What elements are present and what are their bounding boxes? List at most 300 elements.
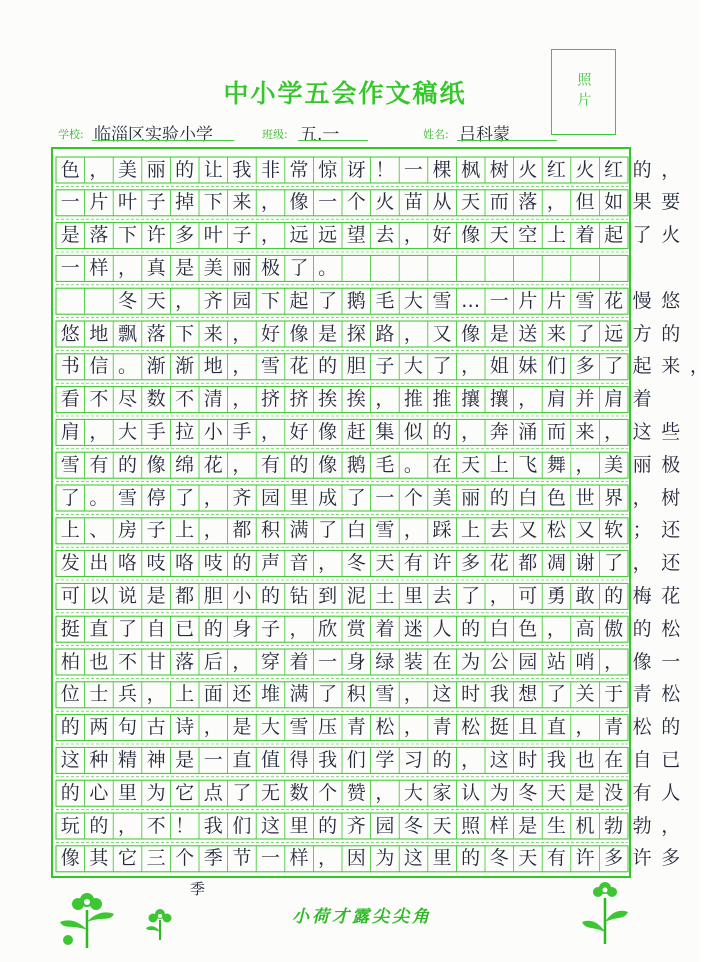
grid-character: 傲: [604, 617, 624, 640]
grid-character: 个: [346, 191, 366, 214]
grid-character: 成: [318, 486, 338, 509]
grid-character: 天: [461, 191, 481, 214]
grid-character: 个: [403, 486, 423, 509]
flower-left-icon: [52, 880, 122, 950]
grid-character: ，: [175, 289, 195, 312]
grid-character: 们: [232, 814, 252, 837]
grid-character: 看: [60, 388, 80, 411]
grid-character: 样: [489, 814, 509, 837]
grid-character: ，: [232, 453, 252, 476]
grid-character: 的: [289, 453, 309, 476]
grid-character: 赞: [346, 781, 366, 804]
grid-character: 里: [432, 847, 452, 870]
grid-character: 满: [289, 683, 309, 706]
grid-character: 里: [289, 814, 309, 837]
grid-character: 火: [375, 191, 395, 214]
grid-character: ，: [632, 486, 652, 509]
grid-character: 落: [146, 322, 166, 345]
grid-character: 胆: [346, 355, 366, 378]
grid-character: 大: [403, 289, 423, 312]
grid-character: 飞: [518, 453, 538, 476]
grid-character: 吱: [203, 552, 223, 575]
grid-character: 了: [346, 486, 366, 509]
grid-character: 园: [518, 650, 538, 673]
grid-text-row: [56, 616, 681, 642]
grid-character: 上: [175, 683, 195, 706]
grid-character: 舞: [546, 453, 566, 476]
grid-character: 了: [175, 486, 195, 509]
grid-character: ，: [403, 519, 423, 542]
grid-character: 想: [518, 683, 538, 706]
grid-character: 咯: [117, 552, 137, 575]
grid-character: 多: [575, 355, 595, 378]
grid-character: 雪: [289, 716, 309, 739]
grid-character: 欣: [318, 617, 338, 640]
grid-character: 叶: [203, 224, 223, 247]
grid-character: 火: [518, 158, 538, 181]
grid-character: 青: [346, 716, 366, 739]
grid-character: 在: [432, 453, 452, 476]
grid-character: 在: [604, 748, 624, 771]
grid-character: 关: [575, 683, 595, 706]
grid-character: 数: [289, 781, 309, 804]
grid-character: 一: [260, 847, 280, 870]
grid-character: 书: [60, 355, 80, 378]
grid-character: 。: [89, 486, 109, 509]
grid-character: 它: [117, 847, 137, 870]
grid-character: 雪: [375, 519, 395, 542]
grid-character: 飘: [117, 322, 137, 345]
grid-character: 玩: [60, 814, 80, 837]
school-value: 临淄区实验小学: [94, 125, 213, 145]
grid-character: 大: [260, 716, 280, 739]
grid-character: 肩: [604, 388, 624, 411]
grid-character: 像: [632, 650, 652, 673]
grid-character: 冬: [346, 552, 366, 575]
grid-character: 的: [60, 781, 80, 804]
grid-character: 许: [146, 224, 166, 247]
grid-character: 冬: [117, 289, 137, 312]
grid-character: 雪: [60, 453, 80, 476]
grid-character: 这: [403, 847, 423, 870]
grid-character: 敢: [575, 584, 595, 607]
grid-character: 上: [60, 519, 80, 542]
grid-character: 凋: [546, 552, 566, 575]
grid-character: 望: [346, 224, 366, 247]
grid-character: 了: [461, 584, 481, 607]
grid-character: ，: [232, 650, 252, 673]
grid-character: 松: [661, 683, 681, 706]
grid-character: 落: [175, 650, 195, 673]
grid-character: 来: [232, 191, 252, 214]
grid-character: 学: [375, 748, 395, 771]
grid-character: 青: [604, 716, 624, 739]
grid-character: 天: [518, 847, 538, 870]
grid-character: 家: [432, 781, 452, 804]
grid-character: 慢: [632, 289, 652, 312]
name-label: 姓名:: [423, 128, 449, 141]
grid-character: 白: [346, 519, 366, 542]
grid-character: 空: [518, 224, 538, 247]
grid-character: 天: [546, 781, 566, 804]
grid-character: 身: [346, 650, 366, 673]
grid-character: 片: [518, 289, 538, 312]
grid-character: ，: [260, 224, 280, 247]
grid-character: 片: [546, 289, 566, 312]
grid-character: 样: [289, 847, 309, 870]
grid-character: ！: [375, 158, 395, 181]
grid-character: ，: [232, 355, 252, 378]
grid-character: 天: [432, 814, 452, 837]
grid-character: 节: [232, 847, 252, 870]
grid-character: 都: [232, 519, 252, 542]
grid-character: 松: [375, 716, 395, 739]
grid-character: 冬: [489, 847, 509, 870]
grid-character: 讶: [346, 158, 366, 181]
grid-character: ，: [260, 191, 280, 214]
grid-character: 片: [89, 191, 109, 214]
grid-character: ，: [403, 322, 423, 345]
grid-character: 兵: [117, 683, 137, 706]
grid-character: 大: [117, 420, 137, 443]
grid-character: 色: [518, 617, 538, 640]
grid-character: 赶: [346, 420, 366, 443]
name-field: [423, 122, 563, 144]
grid-character: 多: [604, 847, 624, 870]
grid-character: 了: [289, 256, 309, 279]
grid-character: 花: [604, 289, 624, 312]
grid-text-row: [56, 780, 681, 806]
grid-character: 火: [575, 158, 595, 181]
grid-character: 个: [318, 781, 338, 804]
grid-character: 着: [375, 617, 395, 640]
grid-character: 天: [375, 552, 395, 575]
grid-character: 毛: [375, 453, 395, 476]
grid-character: 松: [632, 716, 652, 739]
grid-character: 远: [318, 224, 338, 247]
grid-character: ，: [146, 683, 166, 706]
grid-character: 雪: [432, 289, 452, 312]
grid-character: 的: [318, 814, 338, 837]
grid-character: 像: [289, 322, 309, 345]
grid-character: 已: [175, 617, 195, 640]
grid-character: 齐: [346, 814, 366, 837]
grid-character: 下: [175, 322, 195, 345]
grid-character: 且: [518, 716, 538, 739]
grid-character: 像: [146, 453, 166, 476]
grid-character: 一: [318, 650, 338, 673]
grid-text-row: [56, 157, 681, 183]
grid-character: 天: [461, 453, 481, 476]
grid-text-row: [56, 682, 681, 708]
overflow-character: 季: [190, 880, 206, 898]
grid-character: 子: [232, 224, 252, 247]
grid-character: 不: [175, 388, 195, 411]
grid-character: 枫: [461, 158, 481, 181]
grid-character: 无: [260, 781, 280, 804]
grid-character: 土: [375, 584, 395, 607]
grid-character: 样: [89, 256, 109, 279]
grid-character: 渐: [175, 355, 195, 378]
grid-character: 美: [604, 453, 624, 476]
grid-character: 从: [432, 191, 452, 214]
grid-character: 雪: [117, 486, 137, 509]
grid-character: 古: [146, 716, 166, 739]
grid-character: 树: [661, 486, 681, 509]
grid-character: 是: [232, 716, 252, 739]
grid-character: 因: [346, 847, 366, 870]
grid-character: 说: [117, 584, 137, 607]
name-value: 吕科蒙: [459, 125, 510, 145]
grid-character: 花: [661, 584, 681, 607]
grid-character: 一: [60, 191, 80, 214]
grid-character: ，: [203, 519, 223, 542]
grid-character: 多: [661, 847, 681, 870]
grid-character: ，: [203, 716, 223, 739]
grid-character: 了: [432, 355, 452, 378]
grid-character: 常: [289, 158, 309, 181]
grid-character: 的: [203, 617, 223, 640]
grid-character: 有: [546, 847, 566, 870]
grid-character: 满: [289, 519, 309, 542]
grid-character: 公: [489, 650, 509, 673]
grid-character: 红: [546, 158, 566, 181]
grid-character: 不: [89, 388, 109, 411]
class-underline: [298, 140, 368, 141]
grid-character: 推: [432, 388, 452, 411]
grid-character: 极: [661, 453, 681, 476]
grid-character: 机: [575, 814, 595, 837]
grid-character: 季: [203, 847, 223, 870]
grid-text-row: [56, 354, 709, 380]
grid-character: 花: [289, 355, 309, 378]
grid-character: 积: [346, 683, 366, 706]
grid-character: 像: [60, 847, 80, 870]
grid-character: 下: [260, 289, 280, 312]
grid-character: 手: [146, 420, 166, 443]
grid-character: 去: [489, 519, 509, 542]
grid-character: 一: [403, 158, 423, 181]
grid-character: 里: [403, 584, 423, 607]
grid-character: 多: [175, 224, 195, 247]
grid-character: ，: [403, 683, 423, 706]
grid-character: 大: [403, 781, 423, 804]
grid-character: 我: [546, 748, 566, 771]
grid-character: 直: [232, 748, 252, 771]
grid-character: 了: [318, 683, 338, 706]
grid-character: ，: [461, 420, 481, 443]
grid-character: 子: [260, 617, 280, 640]
grid-character: 肩: [546, 388, 566, 411]
grid-character: 。: [403, 453, 423, 476]
grid-character: ，: [318, 847, 338, 870]
grid-character: 挤: [289, 388, 309, 411]
grid-character: 柏: [60, 650, 80, 673]
grid-character: 界: [604, 486, 624, 509]
grid-text-row: [56, 747, 681, 773]
grid-character: 挨: [346, 388, 366, 411]
grid-character: 了: [546, 683, 566, 706]
grid-character: 个: [175, 847, 195, 870]
grid-character: 的: [489, 486, 509, 509]
writing-grid: [51, 147, 709, 878]
grid-character: 一: [661, 650, 681, 673]
grid-character: 胆: [203, 584, 223, 607]
grid-character: 起: [604, 224, 624, 247]
grid-character: 了: [117, 617, 137, 640]
grid-character: 花: [203, 453, 223, 476]
grid-character: 鹅: [346, 289, 366, 312]
grid-character: 松: [661, 617, 681, 640]
grid-text-row: [56, 321, 681, 347]
grid-character: 园: [232, 289, 252, 312]
grid-character: 的: [632, 158, 652, 181]
grid-character: 出: [89, 552, 109, 575]
grid-character: 一: [489, 289, 509, 312]
grid-character: 也: [89, 650, 109, 673]
grid-character: 让: [203, 158, 223, 181]
grid-character: 都: [518, 552, 538, 575]
grid-character: 站: [546, 650, 566, 673]
grid-character: 红: [604, 158, 624, 181]
grid-character: 三: [146, 847, 166, 870]
grid-character: 推: [403, 388, 423, 411]
grid-character: 集: [375, 420, 395, 443]
grid-character: ，: [632, 552, 652, 575]
grid-character: 果: [632, 191, 652, 214]
grid-character: 白: [518, 486, 538, 509]
grid-character: 冬: [518, 781, 538, 804]
grid-character: 。: [318, 256, 338, 279]
grid-character: 要: [661, 191, 681, 214]
grid-character: [85, 288, 114, 314]
grid-character: 悠: [661, 289, 681, 312]
grid-character: 手: [232, 420, 252, 443]
grid-character: 多: [461, 552, 481, 575]
grid-character: 上: [461, 519, 481, 542]
grid-character: 白: [489, 617, 509, 640]
grid-character: 但: [575, 191, 595, 214]
grid-character: 大: [403, 355, 423, 378]
grid-character: 惊: [318, 158, 338, 181]
grid-text-row: [56, 452, 681, 478]
grid-character: 的: [175, 158, 195, 181]
grid-character: ，: [318, 552, 338, 575]
grid-character: 有: [260, 453, 280, 476]
grid-text-row: [56, 190, 681, 216]
grid-character: 的: [60, 716, 80, 739]
grid-character: 丽: [461, 486, 481, 509]
grid-character: ，: [289, 617, 309, 640]
grid-character: 后: [203, 650, 223, 673]
grid-character: 青: [432, 716, 452, 739]
grid-character: 可: [60, 584, 80, 607]
flower-right-icon: [580, 876, 630, 946]
grid-character: 棵: [432, 158, 452, 181]
grid-character: 勃: [632, 814, 652, 837]
grid-character: 时: [461, 683, 481, 706]
grid-character: 的: [117, 453, 137, 476]
grid-character: 又: [575, 519, 595, 542]
grid-character: 高: [575, 617, 595, 640]
grid-character: 挨: [318, 388, 338, 411]
grid-character: 绿: [375, 650, 395, 673]
class-label: 班级:: [262, 128, 288, 141]
grid-character: 掉: [175, 191, 195, 214]
grid-character: 生: [546, 814, 566, 837]
grid-character: 地: [203, 355, 223, 378]
grid-character: 们: [546, 355, 566, 378]
grid-character: 奔: [489, 420, 509, 443]
grid-character: 些: [661, 420, 681, 443]
grid-character: 花: [489, 552, 509, 575]
grid-character: ，: [546, 191, 566, 214]
grid-character: 里: [117, 781, 137, 804]
footer-slogan: 小荷才露尖尖角: [292, 907, 432, 927]
grid-character: ，: [232, 388, 252, 411]
grid-character: 世: [575, 486, 595, 509]
grid-character: 是: [146, 584, 166, 607]
grid-character: 了: [318, 289, 338, 312]
grid-character: 停: [146, 486, 166, 509]
grid-text-row: [56, 583, 681, 609]
grid-character: 梅: [632, 584, 652, 607]
grid-character: ，: [575, 716, 595, 739]
grid-character: 美: [117, 158, 137, 181]
grid-character: ，: [689, 355, 709, 378]
grid-character: 雪: [375, 683, 395, 706]
grid-character: 好: [289, 420, 309, 443]
grid-character: 了: [604, 355, 624, 378]
grid-text-row: [56, 288, 681, 314]
grid-character: 而: [546, 420, 566, 443]
grid-character: 于: [604, 683, 624, 706]
grid-character: 像: [461, 224, 481, 247]
grid-character: 人: [661, 781, 681, 804]
grid-text-row: [56, 485, 681, 511]
grid-character: ；: [632, 519, 652, 542]
grid-character: 信: [89, 355, 109, 378]
grid-character: 一: [203, 748, 223, 771]
grid-character: 清: [203, 388, 223, 411]
grid-character: ，: [604, 420, 624, 443]
grid-character: 钻: [289, 584, 309, 607]
grid-character: ，: [232, 322, 252, 345]
grid-character: 甘: [146, 650, 166, 673]
grid-character: 一: [375, 486, 395, 509]
grid-character: 我: [489, 683, 509, 706]
grid-character: 里: [289, 486, 309, 509]
grid-character: 像: [461, 322, 481, 345]
grid-character: 丽: [232, 256, 252, 279]
grid-character: 以: [89, 584, 109, 607]
grid-character: 有: [89, 453, 109, 476]
grid-character: [56, 288, 85, 314]
grid-character: 积: [260, 519, 280, 542]
grid-character: 一: [318, 191, 338, 214]
grid-character: 两: [89, 716, 109, 739]
grid-character: 音: [289, 552, 309, 575]
grid-character: 这: [632, 420, 652, 443]
grid-character: 到: [318, 584, 338, 607]
grid-character: 上: [489, 453, 509, 476]
grid-character: 直: [89, 617, 109, 640]
grid-character: 并: [575, 388, 595, 411]
grid-character: 尽: [117, 388, 137, 411]
grid-character: 来: [203, 322, 223, 345]
grid-character: 咯: [175, 552, 195, 575]
grid-character: 身: [232, 617, 252, 640]
